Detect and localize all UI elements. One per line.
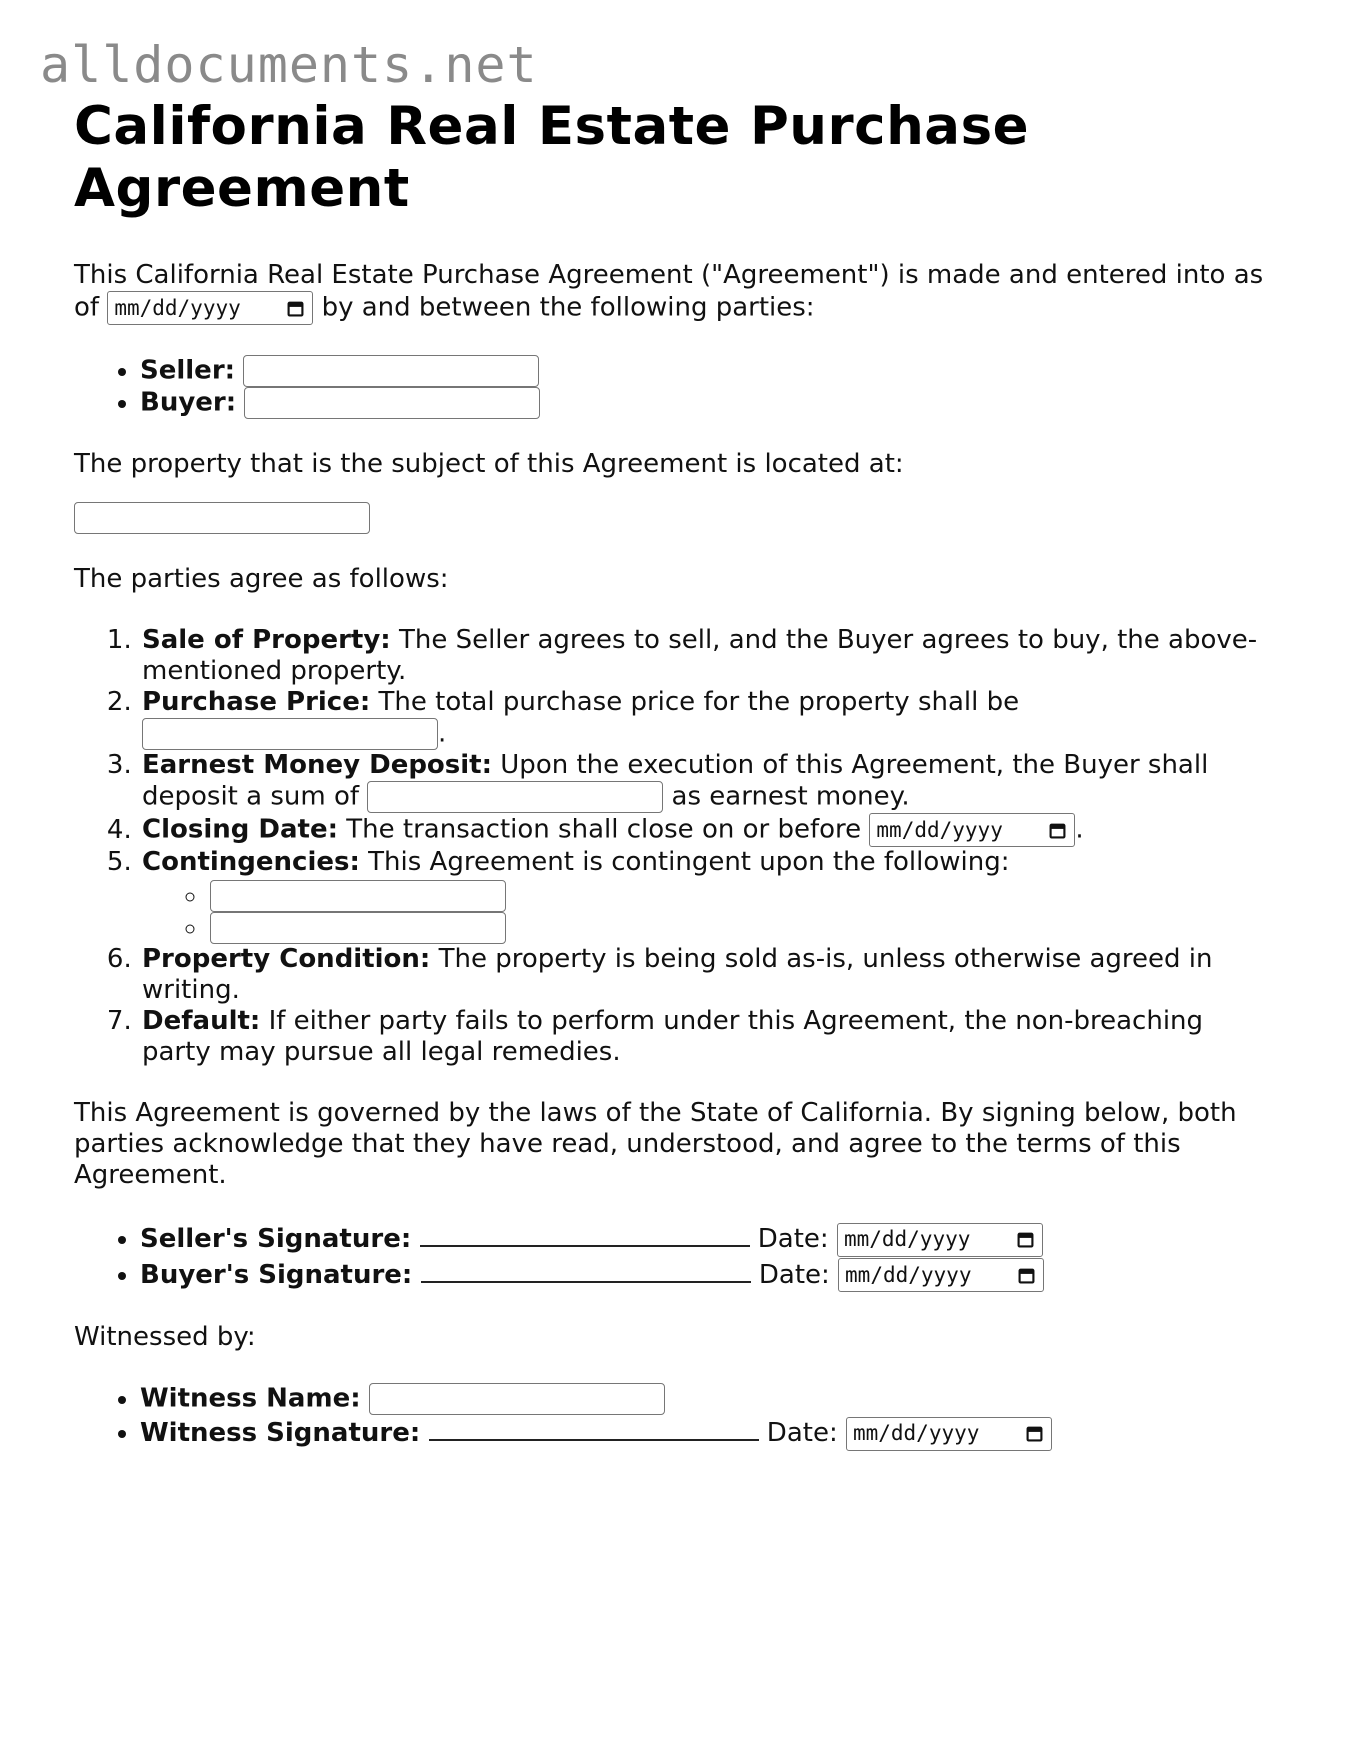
- agreement-date-input[interactable]: mm/dd/yyyy: [107, 291, 313, 325]
- governing-text: This Agreement is governed by the laws of the State of California. By signing below, both parties acknowledge that they have read, understood, and agree to the terms of this Agreement.: [74, 1098, 1237, 1190]
- list-item: • Seller:: [140, 355, 1274, 387]
- term-item: 1. Sale of Property: The Seller agrees to sell, and the Buyer agrees to buy, the above-mentioned property.: [140, 625, 1274, 687]
- witness-signature-line[interactable]: [429, 1415, 759, 1441]
- intro-paragraph: This California Real Estate Purchase Agreement ("Agreement") is made and entered into as of mm/dd/yyyy by and between the following parties:: [74, 260, 1274, 325]
- watermark: alldocuments.net: [40, 36, 538, 94]
- witness-name-input[interactable]: [369, 1383, 665, 1415]
- calendar-icon[interactable]: [287, 300, 304, 317]
- term-item: 3. Earnest Money Deposit: Upon the execution of this Agreement, the Buyer shall deposit a sum of as earnest money.: [140, 750, 1274, 813]
- calendar-icon[interactable]: [1026, 1425, 1043, 1442]
- deposit-amount-input[interactable]: [367, 781, 663, 813]
- list-item: • Buyer's Signature: Date: mm/dd/yyyy: [140, 1257, 1274, 1293]
- page-title: California Real Estate Purchase Agreement: [74, 96, 1030, 219]
- seller-name-input[interactable]: [243, 355, 539, 387]
- witness-list: [74, 1383, 1274, 1451]
- list-item: [208, 880, 1274, 912]
- document: [74, 96, 1274, 1451]
- parties-list: [74, 355, 1274, 419]
- agree-text: The parties agree as follows:: [74, 564, 449, 594]
- calendar-icon[interactable]: [1018, 1267, 1035, 1284]
- list-item: • Witness Signature: Date: mm/dd/yyyy: [140, 1415, 1274, 1451]
- list-item: • Buyer:: [140, 387, 1274, 419]
- property-address-input[interactable]: [74, 502, 370, 534]
- seller-signature-line[interactable]: [420, 1221, 750, 1247]
- closing-date-input[interactable]: mm/dd/yyyy: [869, 813, 1075, 847]
- purchase-price-input[interactable]: [142, 718, 438, 750]
- term-item: 6. Property Condition: The property is being sold as-is, unless otherwise agreed in writing.: [140, 944, 1274, 1006]
- list-item: • Seller's Signature: Date: mm/dd/yyyy: [140, 1221, 1274, 1257]
- buyer-signature-line[interactable]: [421, 1257, 751, 1283]
- contingency-input[interactable]: [210, 880, 506, 912]
- term-item: 5. Contingencies: This Agreement is contingent upon the following: ◦ ◦: [140, 847, 1274, 944]
- list-item: [208, 912, 1274, 944]
- calendar-icon[interactable]: [1049, 822, 1066, 839]
- terms-list: [74, 625, 1274, 1068]
- calendar-icon[interactable]: [1017, 1231, 1034, 1248]
- term-item: 7. Default: If either party fails to perform under this Agreement, the non-breaching party may pursue all legal remedies.: [140, 1006, 1274, 1068]
- contingencies-list: [142, 880, 1274, 944]
- buyer-name-input[interactable]: [244, 387, 540, 419]
- list-item: • Witness Name:: [140, 1383, 1274, 1415]
- term-item: 4. Closing Date: The transaction shall close on or before mm/dd/yyyy .: [140, 813, 1274, 847]
- witnessed-by: Witnessed by:: [74, 1322, 256, 1352]
- buyer-signature-date-input[interactable]: mm/dd/yyyy: [838, 1258, 1044, 1292]
- witness-date-input[interactable]: mm/dd/yyyy: [846, 1417, 1052, 1451]
- contingency-input[interactable]: [210, 912, 506, 944]
- term-item: 2. Purchase Price: The total purchase price for the property shall be .: [140, 687, 1274, 750]
- property-text: The property that is the subject of this Agreement is located at:: [74, 449, 904, 479]
- seller-signature-date-input[interactable]: mm/dd/yyyy: [837, 1223, 1043, 1257]
- signatures-list: [74, 1221, 1274, 1292]
